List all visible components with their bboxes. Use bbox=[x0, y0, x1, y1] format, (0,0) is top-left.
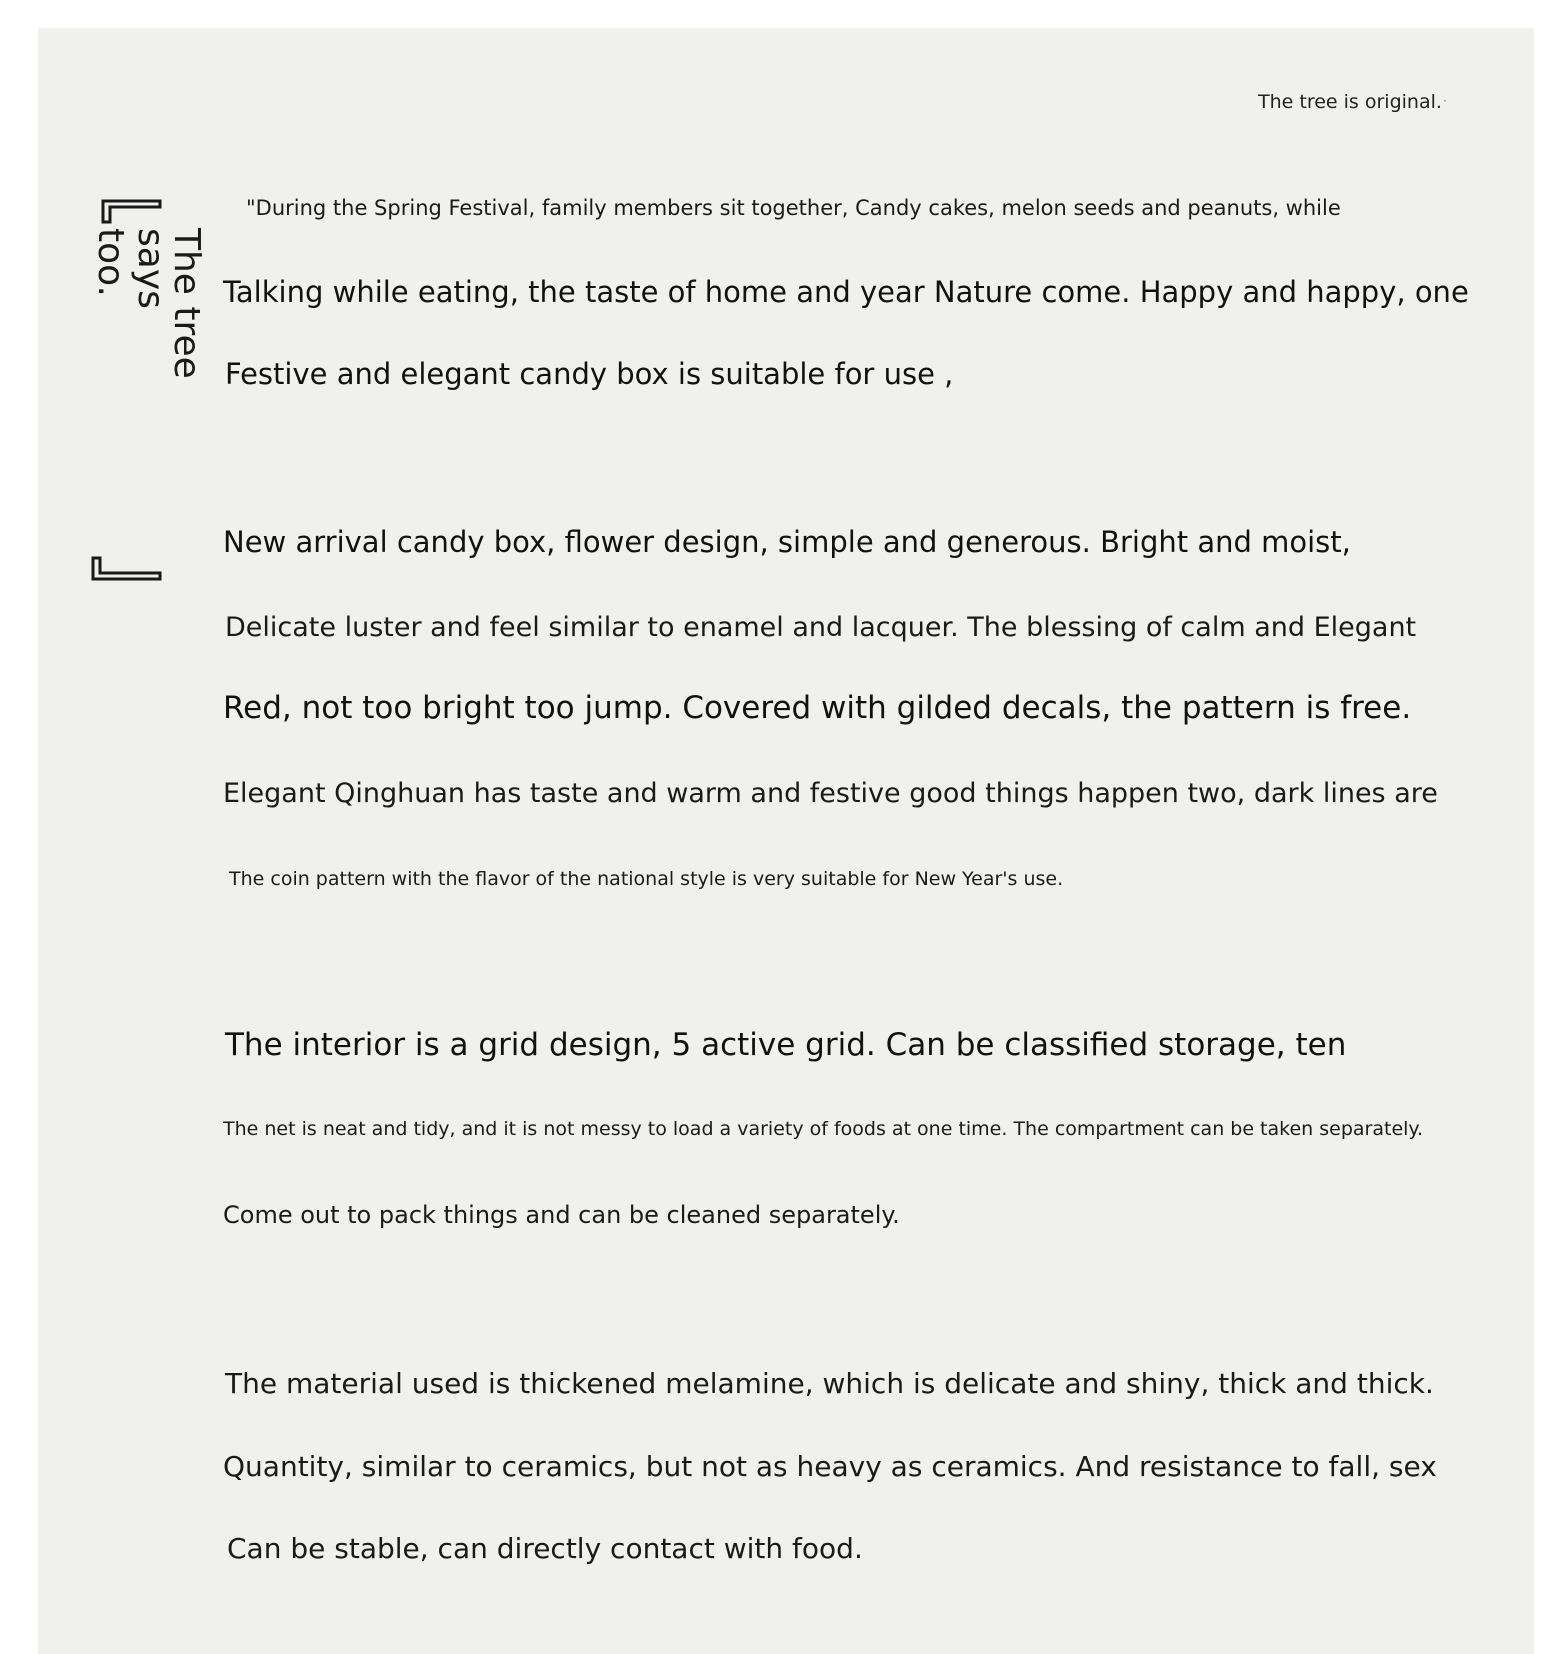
paragraph-1-line-1: "During the Spring Festival, family members sit together, Candy cakes, melon seeds and peanuts, while bbox=[246, 196, 1341, 220]
paragraph-3-line-3: Come out to pack things and can be cleaned separately. bbox=[223, 1201, 900, 1229]
paragraph-2-line-3: Red, not too bright too jump. Covered with gilded decals, the pattern is free. bbox=[223, 690, 1412, 726]
bracket-close-icon bbox=[90, 556, 164, 582]
bracket-open-icon bbox=[100, 198, 164, 224]
paragraph-1-line-3: Festive and elegant candy box is suitable for use , bbox=[225, 357, 954, 391]
paragraph-1-line-2: Talking while eating, the taste of home and year Nature come. Happy and happy, one bbox=[223, 275, 1469, 309]
paragraph-2-line-5: The coin pattern with the flavor of the national style is very suitable for New Year's use. bbox=[229, 868, 1064, 890]
title-line-2: too. bbox=[90, 228, 131, 297]
title-line-1: The tree says bbox=[130, 228, 207, 379]
paragraph-3-line-2: The net is neat and tidy, and it is not messy to load a variety of foods at one time. The compartment can be taken separately. bbox=[223, 1118, 1423, 1140]
paragraph-2-line-2: Delicate luster and feel similar to enamel and lacquer. The blessing of calm and Elegant bbox=[225, 612, 1417, 643]
paragraph-2-line-1: New arrival candy box, flower design, simple and generous. Bright and moist, bbox=[223, 525, 1351, 559]
paragraph-3-line-1: The interior is a grid design, 5 active grid. Can be classified storage, ten bbox=[225, 1027, 1347, 1063]
brand-tagline: The tree is original. bbox=[1258, 91, 1442, 113]
paragraph-4-line-3: Can be stable, can directly contact with food. bbox=[227, 1532, 863, 1565]
paragraph-2-line-4: Elegant Qinghuan has taste and warm and festive good things happen two, dark lines are bbox=[223, 778, 1438, 809]
vertical-title bbox=[90, 228, 207, 468]
content-panel bbox=[38, 28, 1534, 1654]
paragraph-4-line-2: Quantity, similar to ceramics, but not as heavy as ceramics. And resistance to fall, sex bbox=[223, 1450, 1437, 1483]
brand-dot: · bbox=[1443, 94, 1447, 108]
paragraph-4-line-1: The material used is thickened melamine, which is delicate and shiny, thick and thick. bbox=[225, 1367, 1434, 1400]
